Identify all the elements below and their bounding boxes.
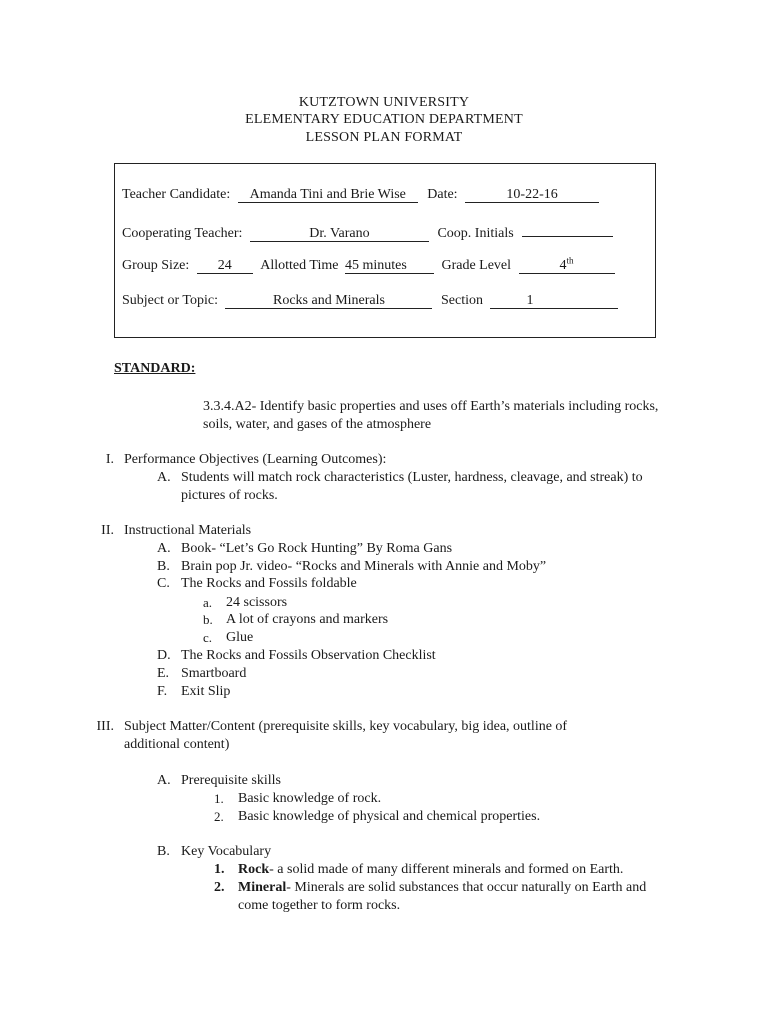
- prerequisite-item-marker: 1.: [214, 791, 224, 806]
- section-label: Section: [440, 293, 483, 308]
- prerequisite-marker: A.: [157, 773, 171, 788]
- vocabulary-item-marker: 2.: [214, 880, 225, 895]
- materials-item-marker: A.: [157, 541, 171, 556]
- standard-text: 3.3.4.A2- Identify basic properties and uses off Earth’s materials including rocks, soils, water, and gases of the atmosphere: [203, 399, 659, 432]
- vocabulary-definition: - a solid made of many different minerals and formed on Earth.: [269, 862, 624, 877]
- format-title: LESSON PLAN FORMAT: [305, 130, 463, 145]
- coop-initials-label: Coop. Initials: [437, 226, 514, 241]
- vocabulary-item-marker: 1.: [214, 862, 225, 877]
- materials-item-text: Brain pop Jr. video- “Rocks and Minerals with Annie and Moby”: [181, 559, 547, 574]
- group-size-label: Group Size:: [122, 258, 190, 273]
- section-1-marker: I.: [105, 452, 114, 467]
- materials-item-marker: B.: [157, 559, 170, 574]
- foldable-subitem-marker: a.: [203, 595, 213, 610]
- department-title: ELEMENTARY EDUCATION DEPARTMENT: [245, 112, 523, 127]
- cooperating-teacher-field[interactable]: Dr. Varano: [250, 226, 429, 242]
- foldable-subitem-marker: c.: [203, 630, 213, 645]
- section-3-marker: III.: [96, 719, 114, 734]
- teacher-candidate-row: [122, 186, 599, 204]
- vocabulary-item-mineral: [238, 879, 658, 915]
- vocabulary-title: Key Vocabulary: [181, 844, 272, 859]
- subject-field[interactable]: Rocks and Minerals: [225, 293, 432, 309]
- subject-row: [122, 292, 618, 310]
- materials-item-marker: C.: [157, 576, 170, 591]
- cooperating-teacher-label: Cooperating Teacher:: [122, 226, 243, 241]
- vocabulary-marker: B.: [157, 844, 170, 859]
- materials-item-text: The Rocks and Fossils Observation Checklist: [181, 648, 436, 663]
- materials-item-marker: D.: [157, 648, 171, 663]
- foldable-subitem-text: A lot of crayons and markers: [226, 612, 389, 627]
- group-size-row: [122, 257, 615, 275]
- section-3-title: Subject Matter/Content (prerequisite skills, key vocabulary, big idea, outline of additional content): [124, 719, 568, 752]
- vocabulary-item-rock: [238, 861, 668, 879]
- materials-item-text: Exit Slip: [181, 684, 231, 699]
- grade-level-field[interactable]: [519, 255, 615, 274]
- foldable-subitem-marker: b.: [203, 612, 213, 627]
- materials-item-marker: E.: [157, 666, 170, 681]
- section-2-marker: II.: [101, 523, 114, 538]
- materials-item-text: The Rocks and Fossils foldable: [181, 576, 357, 591]
- section-field[interactable]: 1: [490, 293, 618, 309]
- foldable-subitem-text: Glue: [226, 630, 254, 645]
- prerequisite-item-marker: 2.: [214, 809, 224, 824]
- date-label: Date:: [427, 187, 458, 202]
- vocabulary-definition: - Minerals are solid substances that occur naturally on Earth and come together to form rocks.: [238, 880, 647, 913]
- materials-item-text: Book- “Let’s Go Rock Hunting” By Roma Gans: [181, 541, 453, 556]
- allotted-time-field[interactable]: 45 minutes: [345, 258, 434, 274]
- subject-label: Subject or Topic:: [122, 293, 218, 308]
- allotted-time-label: Allotted Time: [260, 258, 339, 273]
- cooperating-teacher-row: [122, 221, 613, 239]
- university-title: KUTZTOWN UNIVERSITY: [298, 95, 470, 110]
- teacher-candidate-label: Teacher Candidate:: [122, 187, 231, 202]
- section-2-title: Instructional Materials: [124, 523, 252, 538]
- section-1-title: Performance Objectives (Learning Outcomes):: [124, 452, 387, 467]
- prerequisite-item-text: Basic knowledge of rock.: [238, 791, 382, 806]
- date-field[interactable]: 10-22-16: [465, 187, 599, 203]
- grade-level-suffix: th: [566, 255, 574, 266]
- objective-a-marker: A.: [157, 470, 171, 485]
- objective-a-text: Students will match rock characteristics (Luster, hardness, cleavage, and streak) to pictures of rocks.: [181, 470, 643, 503]
- grade-level-label: Grade Level: [441, 258, 512, 273]
- materials-item-text: Smartboard: [181, 666, 247, 681]
- foldable-subitem-text: 24 scissors: [226, 595, 288, 610]
- group-size-field[interactable]: 24: [197, 258, 253, 274]
- grade-level-value: 4: [559, 258, 567, 273]
- standard-heading: STANDARD:: [114, 361, 196, 376]
- materials-item-marker: F.: [157, 684, 168, 699]
- teacher-candidate-field[interactable]: Amanda Tini and Brie Wise: [238, 187, 418, 203]
- coop-initials-field[interactable]: [522, 221, 613, 237]
- vocabulary-term: Mineral: [238, 880, 287, 895]
- prerequisite-title: Prerequisite skills: [181, 773, 281, 788]
- prerequisite-item-text: Basic knowledge of physical and chemical properties.: [238, 809, 541, 824]
- vocabulary-term: Rock: [238, 862, 270, 877]
